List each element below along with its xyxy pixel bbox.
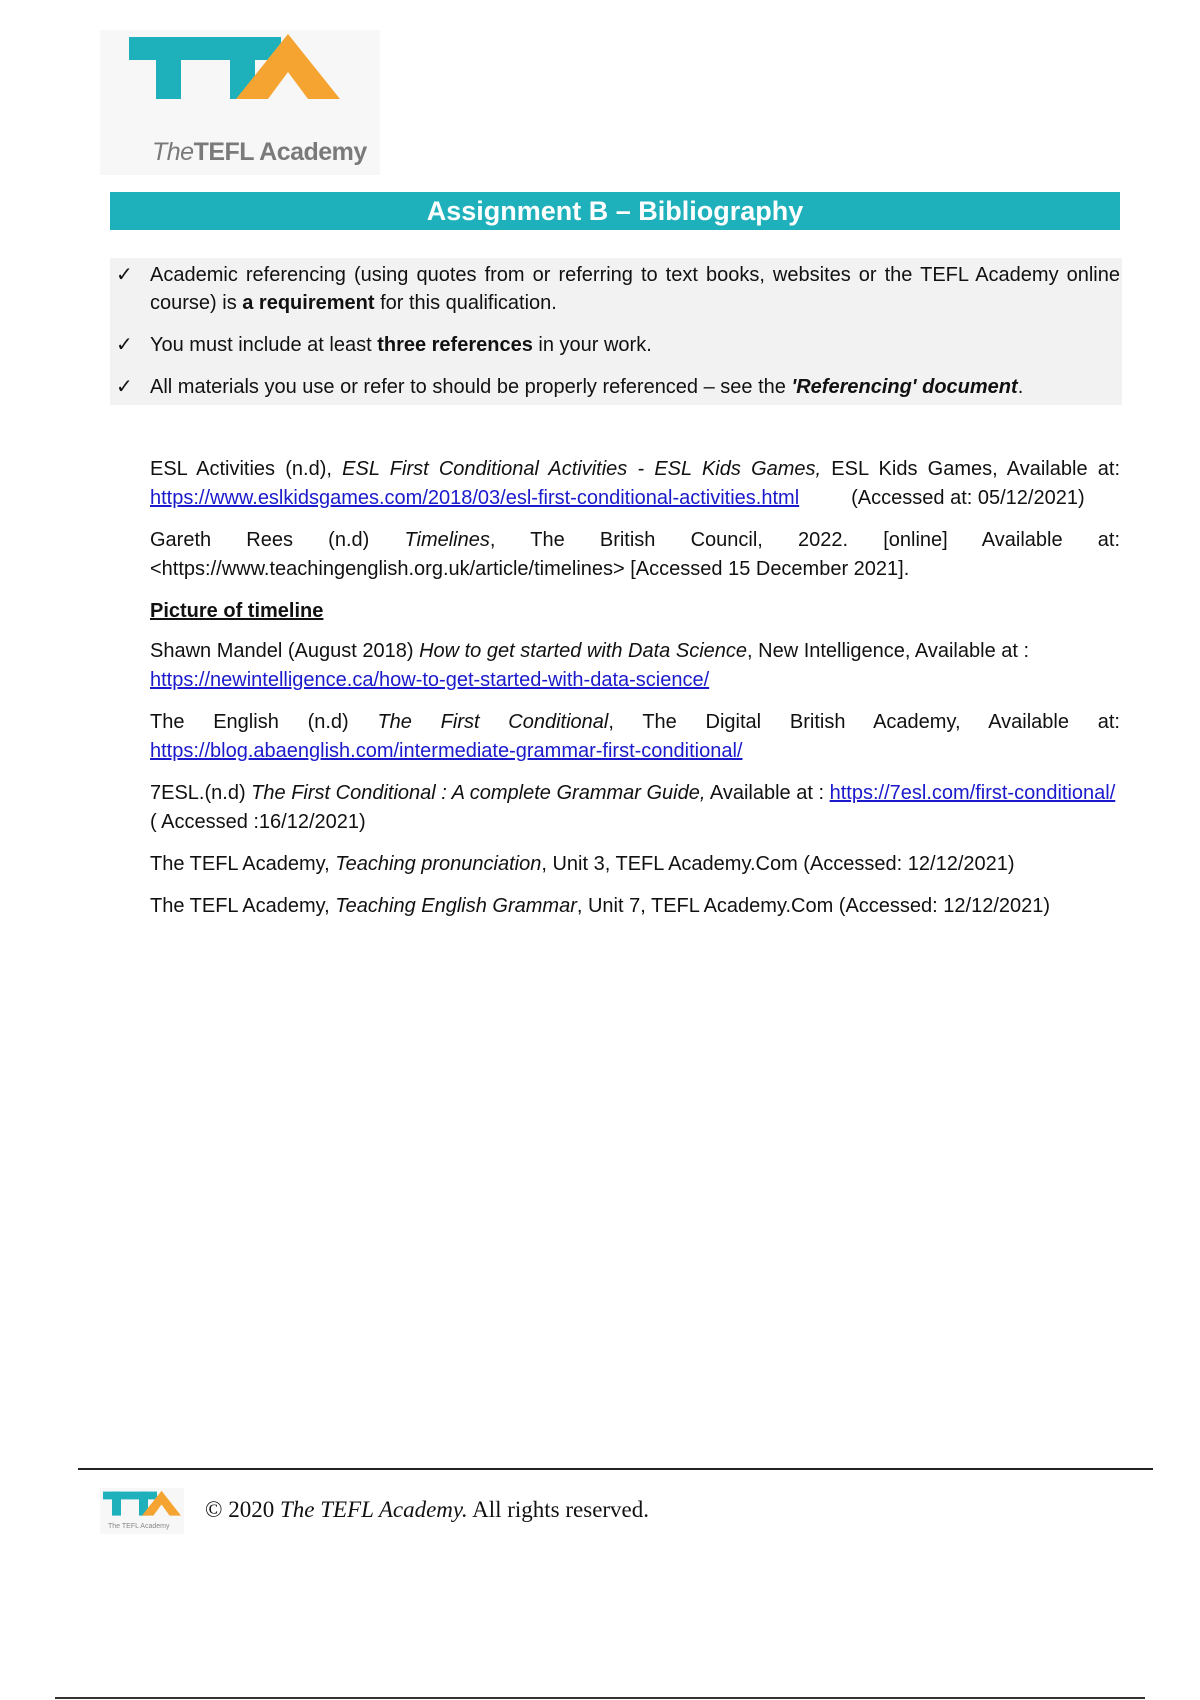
copyright-text: © 2020 The TEFL Academy. All rights reserved. (205, 1497, 650, 1522)
reference-list (150, 455, 1120, 934)
logo-wordmark (152, 138, 367, 167)
reference-entry: ESL Activities (n.d), ESL First Conditional Activities - ESL Kids Games, ESL Kids Games, Available at: https://www.eslkidsgames.com/2018/03/esl-first-conditional-activities.html (Accessed at: 05/12/2021) (150, 458, 1120, 509)
footer-divider (78, 1468, 1153, 1470)
reference-entry: The TEFL Academy, Teaching pronunciation, Unit 3, TEFL Academy.Com (Accessed: 12/12/2021) (150, 853, 1015, 875)
reference-link[interactable]: https://7esl.com/first-conditional/ (829, 782, 1116, 804)
tta-logo-mark (100, 30, 380, 140)
requirement-item: ✓ You must include at least three references in your work. (110, 331, 1122, 359)
footer-logo-mark (100, 1488, 184, 1524)
reference-entry: 7ESL.(n.d) The First Conditional : A complete Grammar Guide, Available at : https://7esl.com/first-conditional/ ( Accessed :16/12/2021) (150, 782, 1116, 833)
section-heading: Picture of timeline (150, 600, 324, 622)
logo-name: TEFL Academy (193, 138, 367, 166)
page-title: Assignment B – Bibliography (426, 196, 804, 226)
requirement-item: ✓ All materials you use or refer to should be properly referenced – see the 'Referencing' document. (110, 373, 1122, 401)
page-bottom-rule (55, 1697, 1145, 1699)
footer-logo-caption: The TEFL Academy (108, 1523, 170, 1530)
reference-entry: Shawn Mandel (August 2018) How to get started with Data Science, New Intelligence, Available at : https://newintelligence.ca/how-to-get-started-with-data-science/ (150, 640, 1030, 691)
checkmark-icon: ✓ (116, 264, 133, 286)
logo-the: The (152, 138, 194, 166)
logo-t1-stem (156, 37, 181, 99)
reference-entry: The TEFL Academy, Teaching English Grammar, Unit 7, TEFL Academy.Com (Accessed: 12/12/2021) (150, 895, 1051, 917)
requirements-box (110, 258, 1122, 405)
reference-entry: The English (n.d) The First Conditional, The Digital British Academy, Available at: https://blog.abaenglish.com/intermediate-grammar-first-conditional/ (150, 711, 1120, 762)
checkmark-icon: ✓ (116, 334, 133, 356)
tta-logo (100, 30, 380, 175)
reference-link[interactable]: https://blog.abaenglish.com/intermediate-grammar-first-conditional/ (150, 740, 743, 762)
requirement-item: ✓ Academic referencing (using quotes from or referring to text books, websites or the TEFL Academy online course) is a requirement for this qualification. (110, 261, 1122, 317)
reference-entry: Gareth Rees (n.d) Timelines, The British Council, 2022. [online] Available at: <https://www.teachingenglish.org.uk/article/timelines> [Accessed 15 December 2021]. (150, 529, 1121, 580)
reference-link[interactable]: https://www.eslkidsgames.com/2018/03/esl-first-conditional-activities.html (150, 487, 800, 509)
reference-link[interactable]: https://newintelligence.ca/how-to-get-started-with-data-science/ (150, 669, 710, 691)
footer-logo (100, 1488, 184, 1534)
checkmark-icon: ✓ (116, 376, 133, 398)
page-title-banner (110, 192, 1120, 230)
